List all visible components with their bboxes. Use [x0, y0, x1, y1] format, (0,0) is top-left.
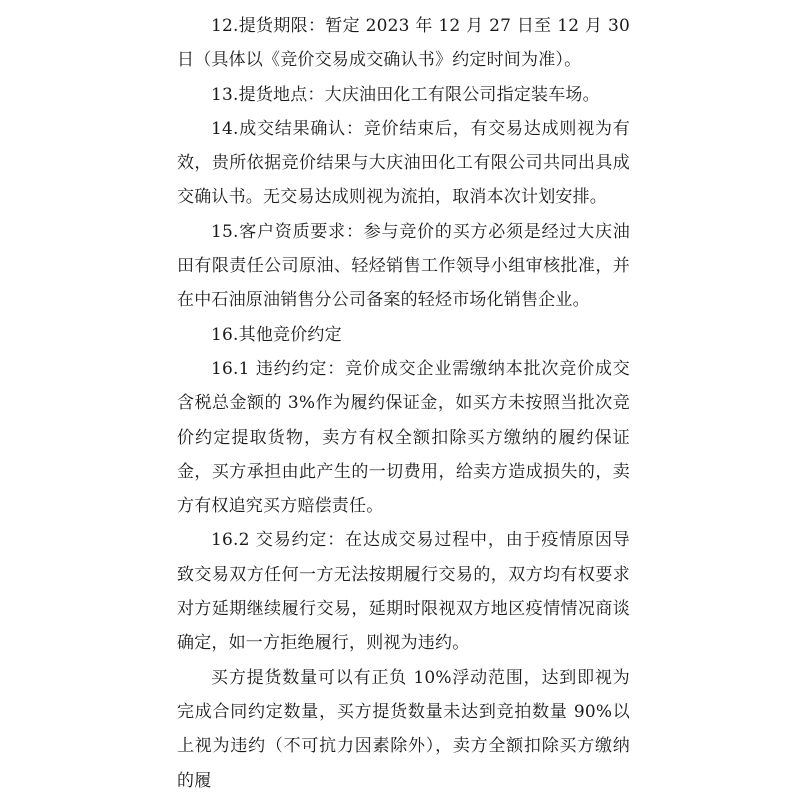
clause-16-1-breach: 16.1 违约约定：竞价成交企业需缴纳本批次竞价成交含税总金额的 3%作为履约保证金，如买方未按照当批次竞价约定提取货物，卖方有权全额扣除买方缴纳的履约保证金，买方承担由此产生的一切费用，给卖方造成损失的，卖方有权追究买方赔偿责任。 — [177, 358, 630, 517]
clause-14-result-confirmation: 14.成交结果确认：竞价结束后，有交易达成则视为有效，贵所依据竞价结果与大庆油田化工有限公司共同出具成交确认书。无交易达成则视为流拍，取消本次计划安排。 — [177, 118, 630, 208]
clause-16-heading: 16.其他竞价约定 — [211, 324, 342, 345]
clause-16-2-transaction: 16.2 交易约定：在达成交易过程中，由于疫情原因导致交易双方任何一方无法按期履行交易的，双方均有权要求对方延期继续履行交易，延期时限视双方地区疫情情况商谈确定，如一方拒绝履行，则视为违约。 — [177, 530, 630, 654]
pickup-quantity-paragraph: 买方提货数量可以有正负 10%浮动范围，达到即视为完成合同约定数量，买方提货数量未达到竞拍数量 90%以上视为违约（不可抗力因素除外），卖方全额扣除买方缴纳的履 — [177, 667, 630, 791]
clause-15-customer-qualification: 15.客户资质要求：参与竞价的买方必须是经过大庆油田有限责任公司原油、轻烃销售工作领导小组审核批准，并在中石油原油销售分公司备案的轻烃市场化销售企业。 — [177, 221, 630, 311]
clause-13-pickup-location: 13.提货地点：大庆油田化工有限公司指定装车场。 — [211, 84, 600, 105]
clause-12-pickup-period: 12.提货期限：暂定 2023 年 12 月 27 日至 12 月 30 日（具体以《竞价交易成交确认书》约定时间为准）。 — [177, 16, 630, 71]
document-body — [177, 9, 630, 798]
